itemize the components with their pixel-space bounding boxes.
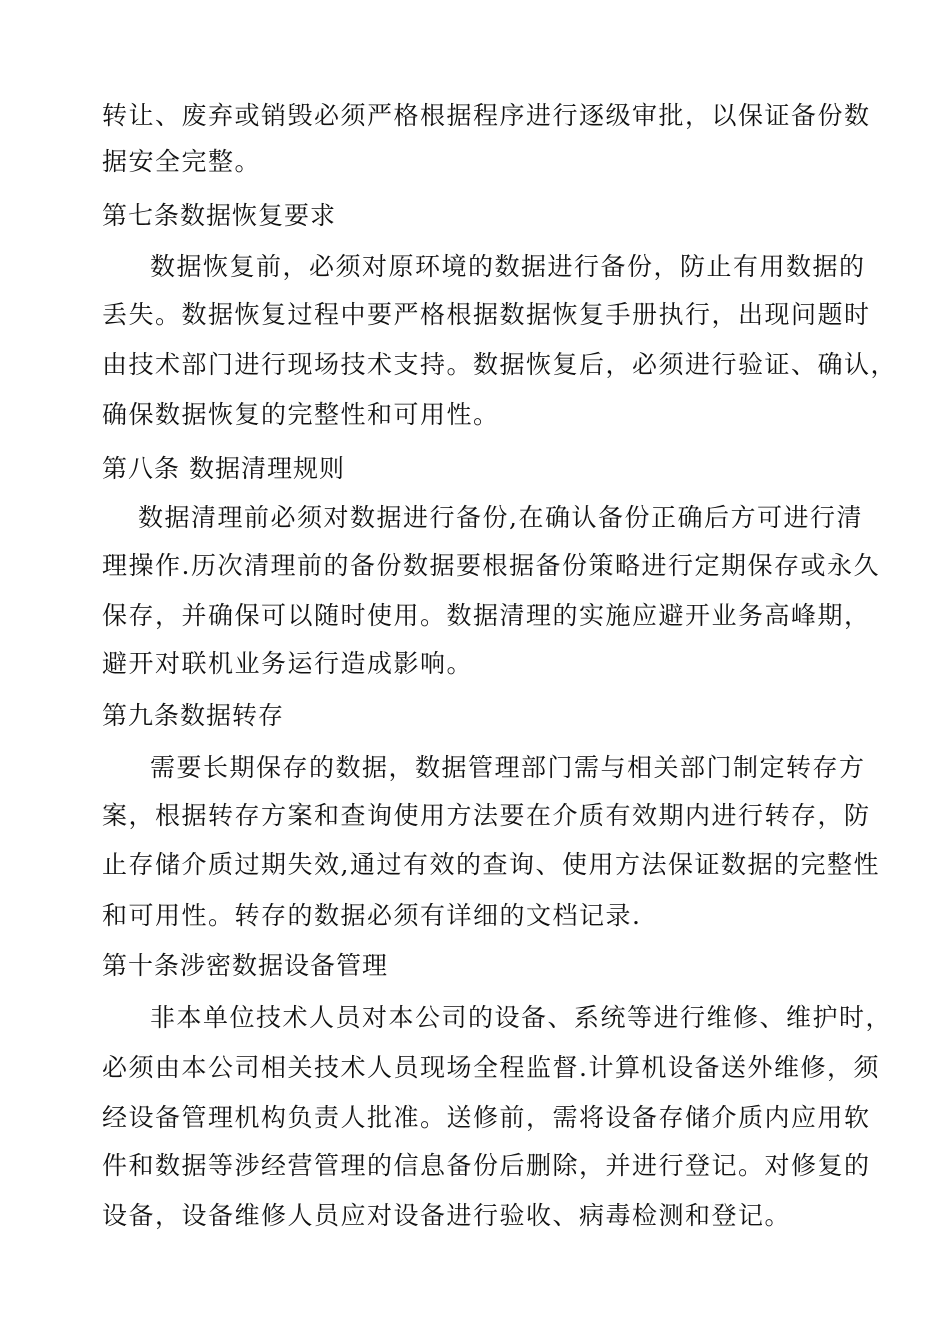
body-line: 经设备管理机构负责人批准。送修前，需将设备存储介质内应用软 xyxy=(102,1103,871,1132)
body-line: 和可用性。转存的数据必须有详细的文档记录. xyxy=(102,901,642,930)
body-line: 案，根据转存方案和查询使用方法要在介质有效期内进行转存，防 xyxy=(102,801,871,830)
section-heading: 第八条 数据清理规则 xyxy=(102,454,345,483)
body-line: 件和数据等涉经营管理的信息备份后删除，并进行登记。对修复的 xyxy=(102,1151,871,1180)
body-line: 理操作.历次清理前的备份数据要根据备份策略进行定期保存或永久 xyxy=(102,551,880,580)
body-line: 避开对联机业务运行造成影响。 xyxy=(102,649,474,678)
body-line: 保存，并确保可以随时使用。数据清理的实施应避开业务高峰期， xyxy=(102,601,871,630)
body-line: 必须由本公司相关技术人员现场全程监督.计算机设备送外维修，须 xyxy=(102,1053,880,1082)
body-line: 确保数据恢复的完整性和可用性。 xyxy=(102,400,500,429)
body-line: 非本单位技术人员对本公司的设备、系统等进行维修、维护时， xyxy=(150,1003,893,1032)
section-heading: 第十条涉密数据设备管理 xyxy=(102,951,389,980)
body-line: 设备，设备维修人员应对设备进行验收、病毒检测和登记。 xyxy=(102,1201,792,1230)
body-line: 丢失。数据恢复过程中要严格根据数据恢复手册执行，出现问题时 xyxy=(102,300,871,329)
body-line: 数据恢复前，必须对原环境的数据进行备份，防止有用数据的 xyxy=(150,252,866,281)
body-line: 数据清理前必须对数据进行备份,在确认备份正确后方可进行清 xyxy=(138,503,863,532)
body-line: 转让、废弃或销毁必须严格根据程序进行逐级审批，以保证备份数 xyxy=(102,101,871,130)
body-line: 需要长期保存的数据，数据管理部门需与相关部门制定转存方 xyxy=(150,753,866,782)
body-line: 由技术部门进行现场技术支持。数据恢复后，必须进行验证、确认， xyxy=(102,350,898,379)
section-heading: 第九条数据转存 xyxy=(102,701,285,730)
section-heading: 第七条数据恢复要求 xyxy=(102,201,337,230)
body-line: 据安全完整。 xyxy=(102,147,262,176)
body-line: 止存储介质过期失效,通过有效的查询、使用方法保证数据的完整性 xyxy=(102,850,880,879)
